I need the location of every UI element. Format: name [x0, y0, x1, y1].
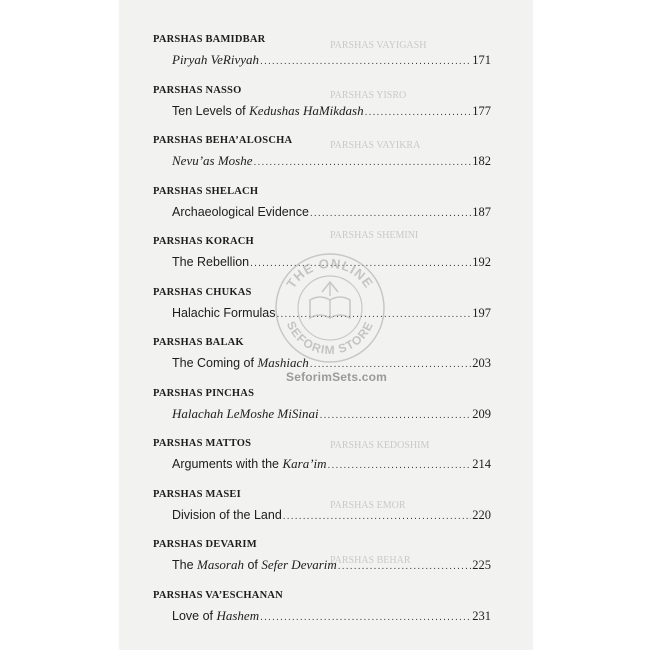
- toc-section-heading: PARSHAS MASEI: [153, 488, 241, 500]
- toc-page-number: 192: [472, 255, 491, 269]
- toc-entry: [153, 185, 491, 236]
- toc-title-part: Kedushas HaMikdash: [249, 102, 364, 118]
- dot-leader: [260, 609, 471, 627]
- dot-leader: [328, 457, 472, 475]
- toc-page-number: 214: [472, 457, 491, 471]
- toc-page-number: 225: [472, 558, 491, 572]
- toc-title-part: Hashem: [216, 607, 260, 623]
- bleed-through-text: PARSHAS VAYIKRA: [330, 140, 421, 151]
- dot-leader: [254, 154, 472, 172]
- toc-title-part: Love of: [172, 608, 217, 623]
- toc-line: [172, 455, 491, 473]
- toc-title-part: The: [172, 558, 198, 572]
- toc-title-part: Kara’im: [282, 456, 327, 471]
- dot-leader: [260, 53, 471, 71]
- toc-entry: [153, 538, 491, 589]
- toc-section-heading: PARSHAS PINCHAS: [153, 387, 255, 399]
- toc-page-number: 209: [472, 406, 491, 421]
- toc-page-number: 171: [472, 53, 491, 67]
- toc-title: [172, 556, 337, 574]
- toc-section-heading: PARSHAS SHELACH: [153, 185, 259, 197]
- watermark-top-text: THE ONLINE: [283, 255, 377, 292]
- bleed-through-text: PARSHAS SHEMINI: [330, 230, 419, 241]
- toc-page-number: 182: [472, 154, 491, 168]
- bleed-through-text: PARSHAS KEDOSHIM: [330, 440, 430, 451]
- toc-page-number: 220: [472, 507, 491, 522]
- toc-title-part: of: [243, 558, 262, 572]
- toc-entry: [153, 84, 491, 135]
- toc-page-number: 197: [472, 305, 491, 320]
- toc-section-heading: PARSHAS VA’ESCHANAN: [153, 589, 283, 601]
- toc-line: [172, 203, 491, 221]
- toc-entry: [153, 437, 491, 488]
- toc-title-part: The Coming of: [172, 356, 258, 370]
- toc-title-part: Archaeological Evidence: [172, 204, 309, 219]
- toc-title: [172, 203, 309, 221]
- watermark-site-text: SeforimSets.com: [286, 370, 388, 384]
- toc-title-part: Ten Levels of: [172, 103, 250, 118]
- toc-section-heading: PARSHAS KORACH: [153, 236, 254, 247]
- toc-entry: [153, 33, 491, 84]
- dot-leader: [320, 407, 472, 425]
- toc-title: [172, 506, 282, 524]
- toc-line: [172, 405, 491, 423]
- toc-title-part: Nevu’as Moshe: [172, 153, 253, 168]
- toc-line: [172, 607, 491, 625]
- dot-leader: [365, 104, 472, 122]
- bleed-through-text: PARSHAS YISRO: [330, 90, 407, 101]
- toc-line: [172, 51, 491, 69]
- toc-title-part: Halachah LeMoshe MiSinai: [172, 405, 319, 421]
- bleed-through-text: PARSHAS BEHAR: [330, 555, 411, 566]
- toc-title: [172, 405, 319, 423]
- toc-title: [172, 51, 259, 69]
- toc-section-heading: PARSHAS MATTOS: [153, 438, 252, 449]
- toc-title-part: Masorah: [197, 557, 244, 572]
- toc-section-heading: PARSHAS CHUKAS: [153, 286, 252, 298]
- bleed-through-text: PARSHAS EMOR: [330, 500, 406, 511]
- toc-entry: [153, 134, 491, 185]
- bleed-through-text: PARSHAS VAYIGASH: [330, 40, 427, 51]
- toc-title: [172, 102, 364, 120]
- dot-leader: [310, 205, 471, 223]
- toc-title-part: Arguments with the: [172, 457, 283, 471]
- toc-page-number: 231: [472, 608, 491, 623]
- seforim-store-watermark-logo: [270, 248, 390, 368]
- toc-page-number: 203: [472, 356, 491, 370]
- toc-title-part: Halachic Formulas: [172, 305, 276, 320]
- toc-title-part: Division of the Land: [172, 507, 282, 522]
- toc-section-heading: PARSHAS BAMIDBAR: [153, 34, 266, 45]
- toc-title: [172, 455, 327, 473]
- toc-title-part: The Rebellion: [172, 255, 250, 269]
- toc-page-number: 187: [472, 204, 491, 219]
- toc-section-heading: PARSHAS BALAK: [153, 337, 244, 348]
- toc-title-part: Sefer Devarim: [261, 557, 337, 572]
- watermark-bottom-text: SEFORIM STORE: [283, 319, 377, 357]
- toc-title-part: Mashiach: [257, 355, 309, 370]
- toc-line: [172, 152, 491, 170]
- toc-title: [172, 152, 253, 170]
- toc-entry: [153, 387, 491, 438]
- toc-section-heading: PARSHAS BEHA’ALOSCHA: [153, 135, 293, 146]
- toc-title: [172, 607, 259, 625]
- toc-section-heading: PARSHAS DEVARIM: [153, 539, 257, 550]
- toc-entry: [153, 589, 491, 640]
- toc-entry: [153, 488, 491, 539]
- toc-section-heading: PARSHAS NASSO: [153, 84, 242, 96]
- toc-line: [172, 102, 491, 120]
- toc-title-part: Piryah VeRivyah: [172, 52, 259, 67]
- toc-title: [172, 304, 276, 322]
- toc-title: [172, 253, 249, 271]
- toc-page-number: 177: [472, 103, 491, 118]
